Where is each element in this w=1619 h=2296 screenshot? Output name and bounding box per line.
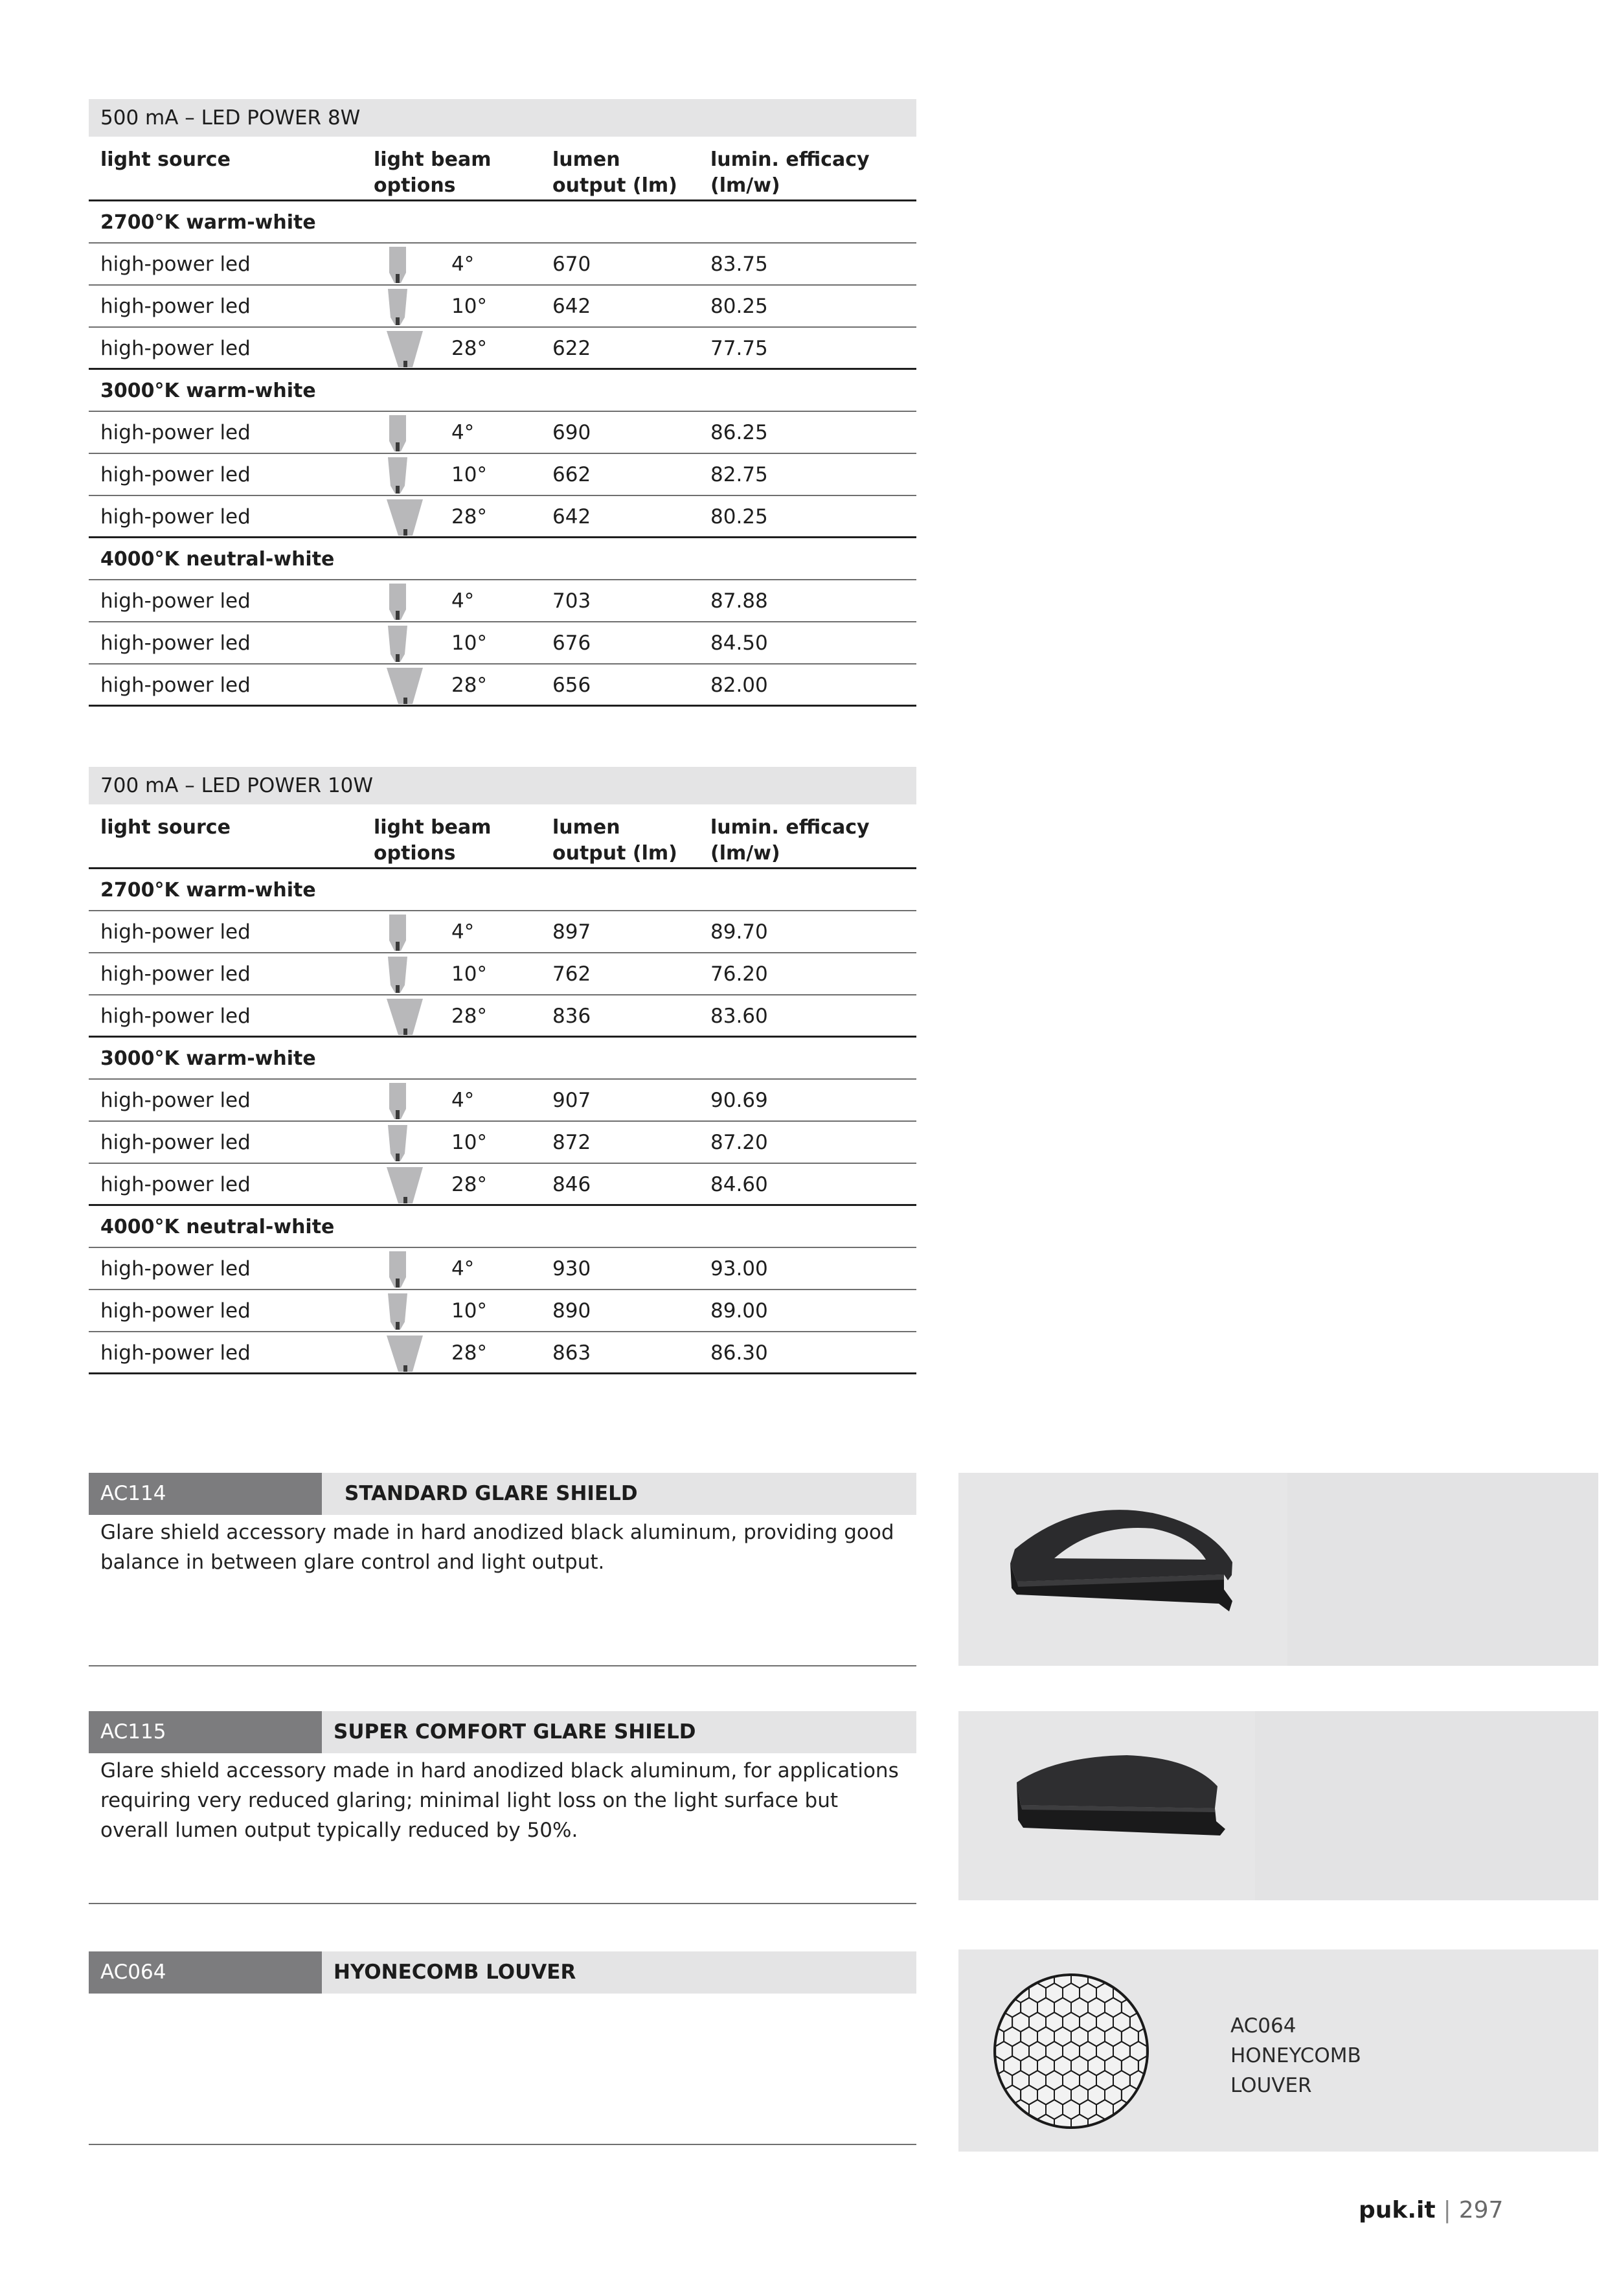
- beam-angle-icon: [387, 1251, 428, 1288]
- honeycomb-cell: [1172, 2027, 1189, 2047]
- beam-angle-icon: [387, 247, 428, 283]
- color-temperature-group: 3000°K warm-white: [89, 1038, 916, 1080]
- accessory-code: AC064: [89, 1951, 322, 1994]
- color-temperature-group: 4000°K neutral-white: [89, 1206, 916, 1248]
- beam-angle-cell: 4°: [451, 589, 475, 613]
- honeycomb-cell: [962, 2100, 979, 2119]
- lumen-output-cell: 662: [552, 463, 591, 486]
- light-source-cell: high-power led: [100, 920, 251, 944]
- glare-shield-ring-icon: [958, 1473, 1598, 1666]
- header-light-source: light source: [100, 816, 231, 839]
- beam-angle-icon: [387, 415, 428, 451]
- table-title: 700 mA – LED POWER 10W: [89, 767, 916, 804]
- accessory-image-ac114: [958, 1473, 1598, 1666]
- beam-angle-cell: 4°: [451, 253, 475, 276]
- honeycomb-cell: [1172, 2056, 1189, 2076]
- table-row: [89, 328, 916, 370]
- honeycomb-cell: [1164, 1954, 1181, 1973]
- beam-angle-cell: 4°: [451, 421, 475, 444]
- honeycomb-cell: [1147, 1954, 1164, 1973]
- accessory-image-ac064: [958, 1949, 1598, 2152]
- honeycomb-cell: [1172, 2115, 1189, 2134]
- beam-angle-icon: [387, 1293, 428, 1330]
- honeycomb-cell: [1096, 1954, 1113, 1973]
- light-source-cell: high-power led: [100, 631, 251, 655]
- efficacy-cell: 83.60: [710, 1005, 768, 1028]
- site-link[interactable]: puk.it: [1359, 2197, 1436, 2223]
- divider: [89, 2144, 916, 2145]
- honeycomb-cell: [1113, 1954, 1130, 1973]
- light-source-cell: high-power led: [100, 421, 251, 444]
- table-row: [89, 1122, 916, 1164]
- honeycomb-cell: [1147, 2012, 1164, 2032]
- light-source-cell: high-power led: [100, 1173, 251, 1196]
- honeycomb-cell: [1155, 2027, 1172, 2047]
- table-body: [89, 869, 916, 1374]
- lumen-output-cell: 762: [552, 962, 591, 986]
- light-source-cell: high-power led: [100, 1341, 251, 1365]
- beam-angle-icon: [387, 999, 428, 1035]
- beam-angle-cell: 4°: [451, 1257, 475, 1280]
- honeycomb-cell: [1164, 2100, 1181, 2119]
- accessory-name: SUPER COMFORT GLARE SHIELD: [334, 1720, 696, 1744]
- table-row: [89, 622, 916, 665]
- header-light-beam: light beam options: [374, 148, 492, 197]
- divider: [89, 1665, 916, 1666]
- accessory-description: Glare shield accessory made in hard anodized black aluminum, for applications requiring very reduced glaring; minimal light loss on the light surface but overall lumen output typically reduced by 50%.: [100, 1759, 899, 1842]
- beam-angle-cell: 28°: [451, 674, 487, 697]
- honeycomb-cell: [1122, 1969, 1138, 1988]
- honeycomb-cell: [979, 2071, 995, 2090]
- efficacy-cell: 86.25: [710, 421, 768, 444]
- efficacy-cell: 87.88: [710, 589, 768, 613]
- beam-angle-icon: [387, 915, 428, 951]
- table-row: [89, 1332, 916, 1374]
- table-row: [89, 1290, 916, 1332]
- beam-angle-cell: 28°: [451, 1005, 487, 1028]
- table-body: [89, 201, 916, 707]
- light-source-cell: high-power led: [100, 337, 251, 360]
- header-lumen-output: lumen output (lm): [552, 816, 677, 865]
- light-source-cell: high-power led: [100, 674, 251, 697]
- accessory-description: Glare shield accessory made in hard anodized black aluminum, providing good balance in between glare control and light output.: [100, 1521, 894, 1574]
- table-header-row: [89, 137, 916, 201]
- honeycomb-cell: [1138, 2086, 1155, 2105]
- beam-angle-icon: [387, 289, 428, 325]
- beam-angle-cell: 10°: [451, 295, 487, 318]
- table-row: [89, 1080, 916, 1122]
- page-footer: [1359, 2194, 1503, 2227]
- spec-table-700ma: [89, 767, 916, 1374]
- light-source-cell: high-power led: [100, 253, 251, 276]
- table-title: 500 mA – LED POWER 8W: [89, 99, 916, 137]
- lumen-output-cell: 703: [552, 589, 591, 613]
- honeycomb-cell: [1080, 1954, 1096, 1973]
- honeycomb-cell: [979, 2012, 995, 2032]
- honeycomb-cell: [1130, 1983, 1147, 2003]
- honeycomb-cell: [1046, 2129, 1063, 2148]
- beam-angle-icon: [387, 584, 428, 620]
- lumen-output-cell: 622: [552, 337, 591, 360]
- efficacy-cell: 82.75: [710, 463, 768, 486]
- honeycomb-cell: [1138, 1998, 1155, 2018]
- honeycomb-cell: [1012, 1954, 1029, 1973]
- light-source-cell: high-power led: [100, 295, 251, 318]
- honeycomb-cell: [1046, 1954, 1063, 1973]
- lumen-output-cell: 846: [552, 1173, 591, 1196]
- honeycomb-cell: [1172, 1969, 1189, 1988]
- honeycomb-cell: [995, 1954, 1012, 1973]
- efficacy-cell: 82.00: [710, 674, 768, 697]
- honeycomb-cell: [995, 2100, 1012, 2119]
- efficacy-cell: 80.25: [710, 295, 768, 318]
- lumen-output-cell: 890: [552, 1299, 591, 1323]
- color-temperature-group: 4000°K neutral-white: [89, 538, 916, 580]
- honeycomb-cell: [1155, 2056, 1172, 2076]
- beam-angle-cell: 28°: [451, 1173, 487, 1196]
- efficacy-cell: 89.00: [710, 1299, 768, 1323]
- honeycomb-cell: [1164, 2041, 1181, 2061]
- lumen-output-cell: 872: [552, 1131, 591, 1154]
- honeycomb-cell: [970, 2086, 987, 2105]
- honeycomb-cell: [962, 2041, 979, 2061]
- honeycomb-cell: [962, 1983, 979, 2003]
- honeycomb-label: AC064 HONEYCOMB LOUVER: [1230, 2014, 1361, 2097]
- honeycomb-cell: [962, 2129, 979, 2148]
- honeycomb-cell: [987, 1998, 1004, 2018]
- honeycomb-cell: [1172, 2086, 1189, 2105]
- beam-angle-icon: [387, 499, 428, 536]
- honeycomb-cell: [970, 2027, 987, 2047]
- honeycomb-cell: [1147, 2100, 1164, 2119]
- honeycomb-cell: [1164, 2129, 1181, 2148]
- efficacy-cell: 93.00: [710, 1257, 768, 1280]
- efficacy-cell: 83.75: [710, 253, 768, 276]
- light-source-cell: high-power led: [100, 1089, 251, 1112]
- light-source-cell: high-power led: [100, 1005, 251, 1028]
- beam-angle-icon: [387, 1125, 428, 1161]
- table-row: [89, 665, 916, 707]
- table-row: [89, 1164, 916, 1206]
- header-light-source: light source: [100, 148, 231, 171]
- honeycomb-cell: [1063, 2129, 1080, 2148]
- beam-angle-cell: 10°: [451, 631, 487, 655]
- beam-angle-cell: 28°: [451, 505, 487, 529]
- honeycomb-cell: [1080, 2129, 1096, 2148]
- header-lumen-output: lumen output (lm): [552, 148, 677, 197]
- beam-angle-icon: [387, 668, 428, 704]
- honeycomb-cell: [1130, 2129, 1147, 2148]
- table-header-row: [89, 804, 916, 869]
- beam-angle-icon: [387, 1083, 428, 1119]
- honeycomb-cell: [1155, 2086, 1172, 2105]
- honeycomb-cell: [995, 1983, 1012, 2003]
- lumen-output-cell: 656: [552, 674, 591, 697]
- honeycomb-cell: [1155, 2115, 1172, 2134]
- efficacy-cell: 77.75: [710, 337, 768, 360]
- lumen-output-cell: 642: [552, 505, 591, 529]
- lumen-output-cell: 676: [552, 631, 591, 655]
- accessory-name: STANDARD GLARE SHIELD: [345, 1482, 638, 1505]
- accessory-code: AC115: [89, 1711, 322, 1753]
- spec-table-500ma: [89, 99, 916, 707]
- beam-angle-cell: 10°: [451, 1131, 487, 1154]
- honeycomb-cell: [1147, 2041, 1164, 2061]
- honeycomb-cell: [995, 2129, 1012, 2148]
- honeycomb-cell: [1130, 2100, 1147, 2119]
- honeycomb-cell: [979, 2100, 995, 2119]
- header-efficacy: lumin. efficacy (lm/w): [710, 816, 870, 865]
- lumen-output-cell: 836: [552, 1005, 591, 1028]
- honeycomb-cell: [1130, 1954, 1147, 1973]
- light-source-cell: high-power led: [100, 589, 251, 613]
- color-temperature-group: 3000°K warm-white: [89, 370, 916, 412]
- page-number: 297: [1458, 2197, 1504, 2223]
- efficacy-cell: 80.25: [710, 505, 768, 529]
- table-row: [89, 412, 916, 454]
- color-temperature-group: 2700°K warm-white: [89, 869, 916, 911]
- honeycomb-cell: [1029, 2129, 1046, 2148]
- honeycomb-cell: [1004, 2115, 1021, 2134]
- table-row: [89, 911, 916, 953]
- honeycomb-cell: [1147, 2071, 1164, 2090]
- honeycomb-cell: [962, 1954, 979, 1973]
- light-source-cell: high-power led: [100, 962, 251, 986]
- table-row: [89, 580, 916, 622]
- honeycomb-cell: [962, 2071, 979, 2090]
- efficacy-cell: 87.20: [710, 1131, 768, 1154]
- honeycomb-cell: [970, 1969, 987, 1988]
- honeycomb-cell: [1113, 2129, 1130, 2148]
- honeycomb-cell: [1147, 1983, 1164, 2003]
- glare-shield-disc-icon: [958, 1711, 1598, 1900]
- table-row: [89, 496, 916, 538]
- lumen-output-cell: 690: [552, 421, 591, 444]
- header-efficacy: lumin. efficacy (lm/w): [710, 148, 870, 197]
- light-source-cell: high-power led: [100, 463, 251, 486]
- lumen-output-cell: 863: [552, 1341, 591, 1365]
- honeycomb-cell: [970, 1998, 987, 2018]
- honeycomb-cell: [1122, 2115, 1138, 2134]
- beam-angle-icon: [387, 957, 428, 993]
- efficacy-cell: 84.50: [710, 631, 768, 655]
- lumen-output-cell: 670: [552, 253, 591, 276]
- efficacy-cell: 89.70: [710, 920, 768, 944]
- lumen-output-cell: 907: [552, 1089, 591, 1112]
- beam-angle-icon: [387, 1167, 428, 1203]
- header-light-beam: light beam options: [374, 816, 492, 865]
- honeycomb-cell: [1138, 2115, 1155, 2134]
- honeycomb-cell: [979, 2041, 995, 2061]
- honeycomb-cell: [1012, 2129, 1029, 2148]
- footer-separator: |: [1443, 2197, 1451, 2223]
- beam-angle-cell: 28°: [451, 1341, 487, 1365]
- table-row: [89, 454, 916, 496]
- honeycomb-cell: [1096, 2129, 1113, 2148]
- beam-angle-cell: 4°: [451, 920, 475, 944]
- efficacy-cell: 76.20: [710, 962, 768, 986]
- table-row: [89, 244, 916, 286]
- efficacy-cell: 86.30: [710, 1341, 768, 1365]
- lumen-output-cell: 897: [552, 920, 591, 944]
- honeycomb-cell: [1164, 1983, 1181, 2003]
- light-source-cell: high-power led: [100, 1257, 251, 1280]
- honeycomb-cell: [987, 2115, 1004, 2134]
- lumen-output-cell: 642: [552, 295, 591, 318]
- efficacy-cell: 90.69: [710, 1089, 768, 1112]
- accessory-name: HYONECOMB LOUVER: [334, 1961, 576, 1984]
- divider: [89, 1903, 916, 1904]
- beam-angle-icon: [387, 331, 428, 367]
- table-row: [89, 286, 916, 328]
- accessory-image-ac115: [958, 1711, 1598, 1900]
- table-row: [89, 995, 916, 1038]
- color-temperature-group: 2700°K warm-white: [89, 201, 916, 244]
- honeycomb-cell: [987, 2086, 1004, 2105]
- honeycomb-cell: [1164, 2071, 1181, 2090]
- honeycomb-cell: [1155, 1969, 1172, 1988]
- light-source-cell: high-power led: [100, 1131, 251, 1154]
- table-row: [89, 1248, 916, 1290]
- honeycomb-cell: [1138, 1969, 1155, 1988]
- beam-angle-cell: 28°: [451, 337, 487, 360]
- beam-angle-cell: 4°: [451, 1089, 475, 1112]
- honeycomb-cell: [1155, 1998, 1172, 2018]
- beam-angle-icon: [387, 1336, 428, 1372]
- efficacy-cell: 84.60: [710, 1173, 768, 1196]
- honeycomb-cell: [1004, 1969, 1021, 1988]
- lumen-output-cell: 930: [552, 1257, 591, 1280]
- honeycomb-cell: [979, 1983, 995, 2003]
- honeycomb-cell: [1147, 2129, 1164, 2148]
- beam-angle-cell: 10°: [451, 962, 487, 986]
- light-source-cell: high-power led: [100, 505, 251, 529]
- beam-angle-icon: [387, 626, 428, 662]
- accessory-header-ac114: [89, 1473, 916, 1515]
- honeycomb-cell: [970, 2056, 987, 2076]
- beam-angle-cell: 10°: [451, 463, 487, 486]
- honeycomb-cell: [987, 1969, 1004, 1988]
- light-source-cell: high-power led: [100, 1299, 251, 1323]
- accessory-header-ac115: [89, 1711, 916, 1753]
- beam-angle-cell: 10°: [451, 1299, 487, 1323]
- honeycomb-cell: [970, 2115, 987, 2134]
- honeycomb-cell: [1063, 1954, 1080, 1973]
- honeycomb-cell: [1172, 1998, 1189, 2018]
- honeycomb-cell: [979, 1954, 995, 1973]
- honeycomb-cell: [1029, 1954, 1046, 1973]
- table-row: [89, 953, 916, 995]
- honeycomb-cell: [1164, 2012, 1181, 2032]
- accessory-code: AC114: [89, 1473, 322, 1515]
- beam-angle-icon: [387, 457, 428, 494]
- honeycomb-cell: [979, 2129, 995, 2148]
- honeycomb-cell: [962, 2012, 979, 2032]
- accessory-header-ac064: [89, 1951, 916, 1994]
